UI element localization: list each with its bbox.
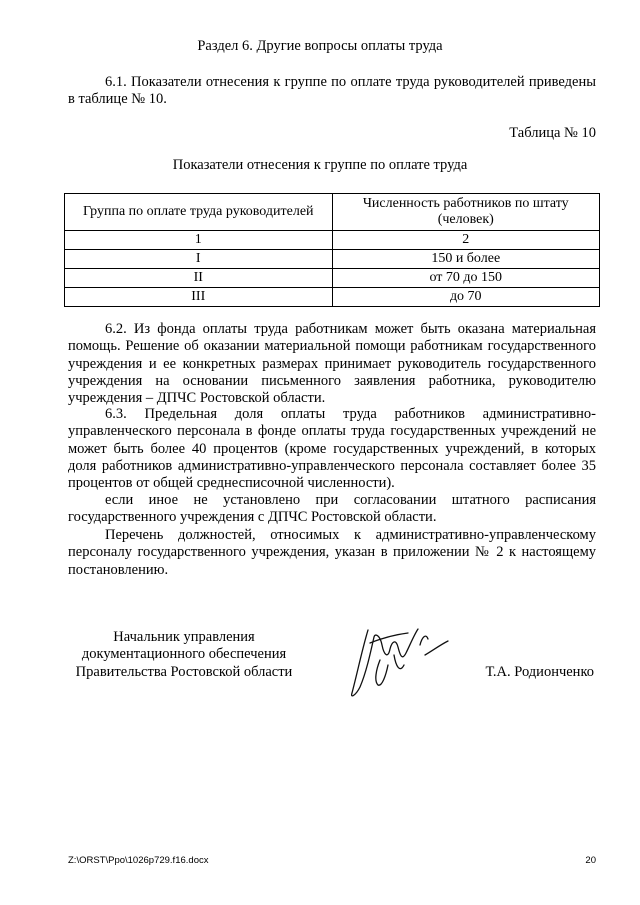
table-row [65, 288, 600, 307]
table-row [65, 269, 600, 288]
handwritten-signature-icon [340, 615, 460, 705]
table-cell: 1 [65, 231, 333, 250]
table-cell: до 70 [332, 288, 600, 307]
table-cell: II [65, 269, 333, 288]
paragraph-exception: если иное не установлено при согласовании штатного расписания государственного учреждения с ДПЧС Ростовской области. [68, 492, 596, 526]
table-cell: 150 и более [332, 250, 600, 269]
table-title: Показатели отнесения к группе по оплате труда [172, 157, 468, 173]
table-cell: I [65, 250, 333, 269]
section-heading: Раздел 6. Другие вопросы оплаты труда [197, 38, 443, 54]
group-indicators-table [64, 193, 600, 307]
table-cell: от 70 до 150 [332, 269, 600, 288]
signatory-title [66, 629, 302, 681]
paragraph-6-2: 6.2. Из фонда оплаты труда работникам может быть оказана материальная помощь. Решение об оказании материальной помощи работникам государственного учреждения и ее конкретных размерах принимает руководитель государственного учреждения на основании письменного заявления работника, руководителю учреждения – ДПЧС Ростовской области. [68, 321, 596, 407]
footer-page-number: 20 [585, 855, 596, 866]
table-header-row [65, 194, 600, 231]
table-header-staff: Численность работников по штату (человек) [332, 194, 600, 231]
signatory-line-1: Начальник управления [113, 629, 255, 645]
signatory-line-2: документационного обеспечения [81, 646, 287, 663]
table-header-group: Группа по оплате труда руководителей [65, 194, 333, 231]
table-cell: 2 [332, 231, 600, 250]
signatory-line-3: Правительства Ростовской области [75, 663, 293, 680]
signatory-name: Т.А. Родионченко [485, 664, 594, 680]
paragraph-6-3: 6.3. Предельная доля оплаты труда работников административно-управленческого персонала в фонде оплаты труда государственных учреждений не может быть более 40 процентов (кроме государственных учреждений, в которых доля работников административно-управленческого персонала составляет более 35 процентов от общей среднесписочной численности). [68, 406, 596, 492]
paragraph-6-1: 6.1. Показатели отнесения к группе по оплате труда руководителей приведены в таблице № 10. [68, 74, 596, 108]
table-cell: III [65, 288, 333, 307]
table-number: Таблица № 10 [509, 125, 596, 141]
table-row [65, 231, 600, 250]
table-row [65, 250, 600, 269]
footer-file-path: Z:\ORST\Ppo\1026p729.f16.docx [68, 855, 209, 866]
paragraph-position-list: Перечень должностей, относимых к административно-управленческому персоналу государственного учреждения, указан в приложении № 2 к настоящему постановлению. [68, 527, 596, 578]
